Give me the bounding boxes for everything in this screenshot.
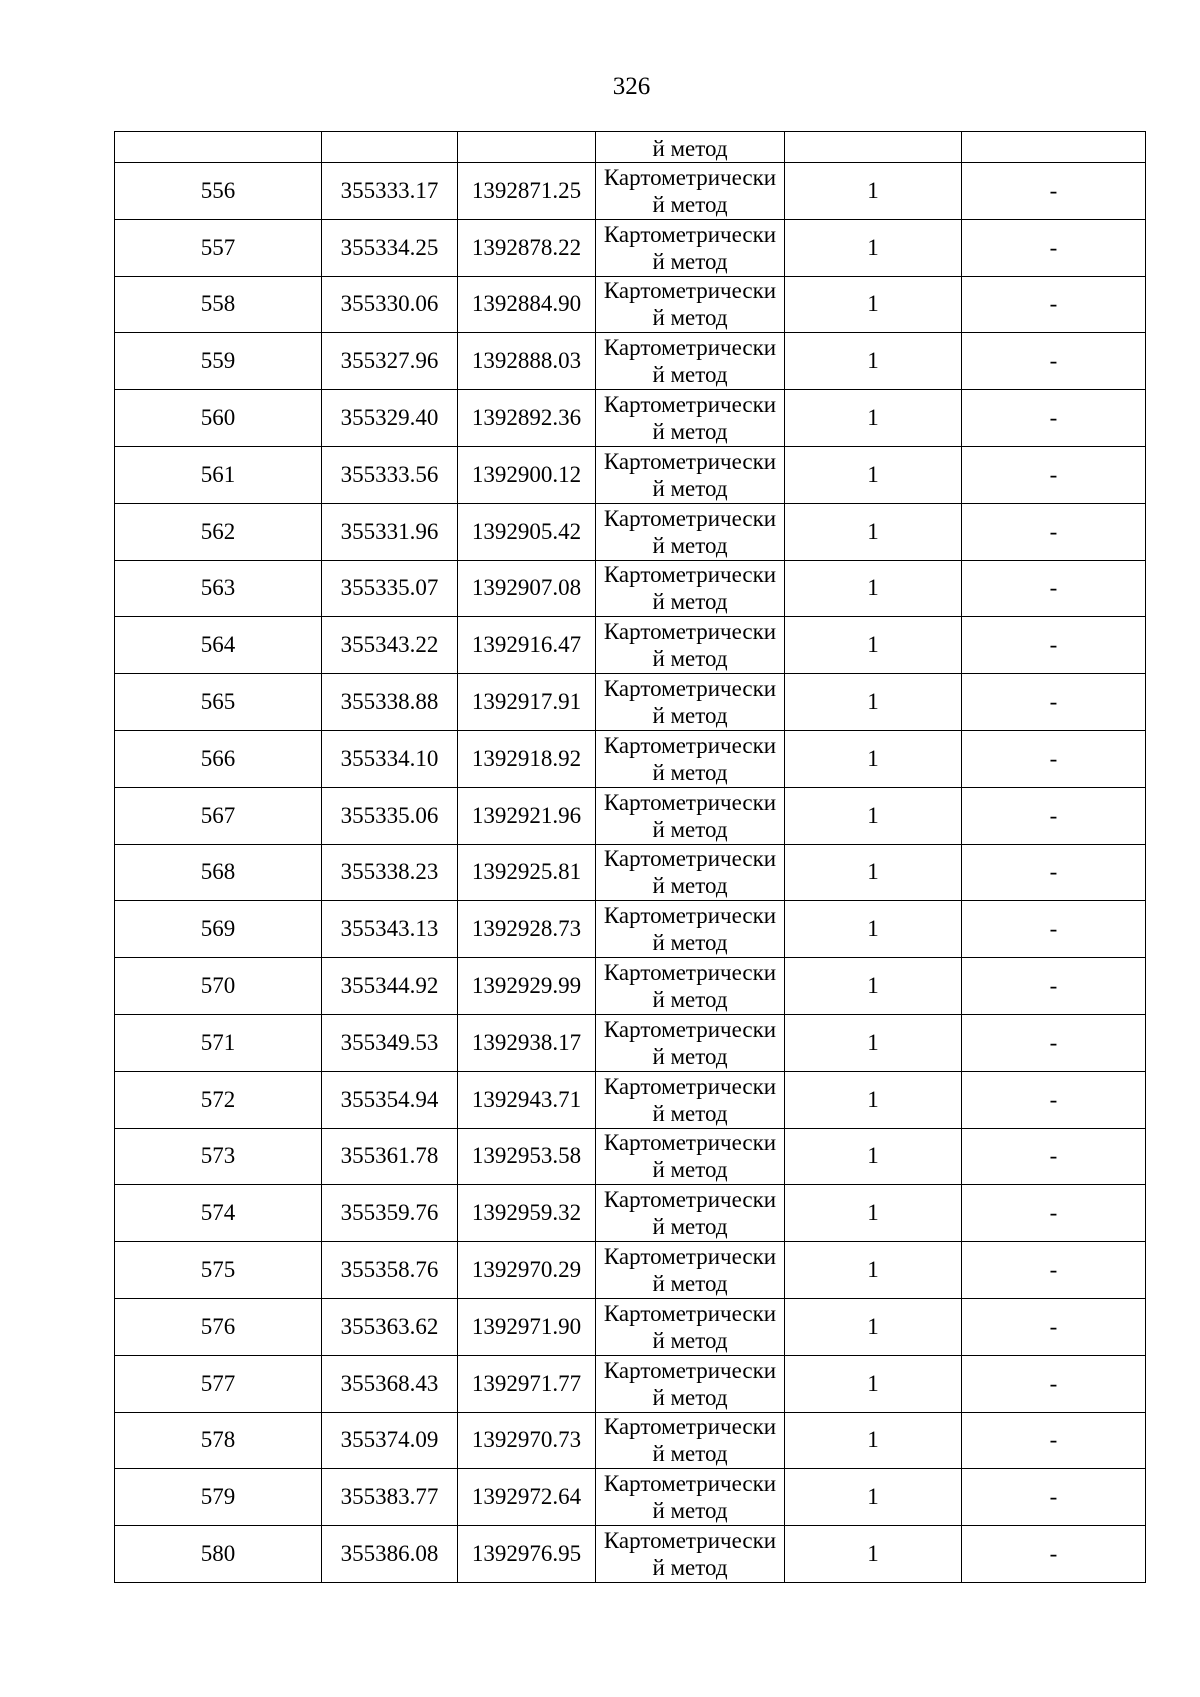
accuracy-cell: 1 bbox=[785, 1128, 962, 1185]
point-cell: 579 bbox=[115, 1469, 322, 1526]
accuracy-cell: 1 bbox=[785, 1355, 962, 1412]
method-line-1: Картометрически bbox=[603, 1357, 777, 1383]
y-cell: 1392970.73 bbox=[458, 1412, 596, 1469]
description-cell: - bbox=[962, 276, 1146, 333]
x-cell: 355359.76 bbox=[322, 1185, 458, 1242]
x-cell: 355327.96 bbox=[322, 333, 458, 390]
method-line-1: Картометрически bbox=[603, 1300, 777, 1326]
table-row bbox=[115, 787, 1146, 844]
y-cell: 1392892.36 bbox=[458, 390, 596, 447]
y-cell: 1392929.99 bbox=[458, 958, 596, 1015]
x-cell: 355334.10 bbox=[322, 730, 458, 787]
table-row bbox=[115, 844, 1146, 901]
accuracy-cell: 1 bbox=[785, 219, 962, 276]
method-cell bbox=[596, 1014, 785, 1071]
description-cell: - bbox=[962, 390, 1146, 447]
method-line-2: й метод bbox=[652, 1498, 728, 1524]
description-cell: - bbox=[962, 958, 1146, 1015]
y-cell: 1392938.17 bbox=[458, 1014, 596, 1071]
method-line-2: й метод bbox=[652, 1214, 728, 1240]
point-cell: 571 bbox=[115, 1014, 322, 1071]
y-cell: 1392976.95 bbox=[458, 1526, 596, 1583]
description-cell: - bbox=[962, 1185, 1146, 1242]
description-cell: - bbox=[962, 1469, 1146, 1526]
point-cell: 561 bbox=[115, 446, 322, 503]
x-cell: 355338.88 bbox=[322, 674, 458, 731]
method-cell bbox=[596, 446, 785, 503]
method-cell bbox=[596, 163, 785, 220]
description-cell: - bbox=[962, 674, 1146, 731]
description-cell: - bbox=[962, 1071, 1146, 1128]
y-cell: 1392878.22 bbox=[458, 219, 596, 276]
method-line-2: й метод bbox=[652, 1441, 728, 1467]
x-cell: 355383.77 bbox=[322, 1469, 458, 1526]
method-line-1: Картометрически bbox=[603, 960, 777, 986]
table-row bbox=[115, 1242, 1146, 1299]
table-row bbox=[115, 1469, 1146, 1526]
y-cell: 1392971.90 bbox=[458, 1298, 596, 1355]
method-line-1: Картометрически bbox=[603, 392, 777, 418]
method-line-2: й метод bbox=[652, 362, 728, 388]
accuracy-cell: 1 bbox=[785, 844, 962, 901]
method-line-1: Картометрически bbox=[603, 221, 777, 247]
point-cell: 565 bbox=[115, 674, 322, 731]
y-cell: 1392916.47 bbox=[458, 617, 596, 674]
method-line-2: й метод bbox=[652, 1043, 728, 1069]
accuracy-cell: 1 bbox=[785, 1526, 962, 1583]
method-cell bbox=[596, 844, 785, 901]
accuracy-cell: 1 bbox=[785, 560, 962, 617]
accuracy-cell: 1 bbox=[785, 1242, 962, 1299]
x-cell: 355335.07 bbox=[322, 560, 458, 617]
description-cell: - bbox=[962, 787, 1146, 844]
y-cell: 1392905.42 bbox=[458, 503, 596, 560]
x-cell: 355349.53 bbox=[322, 1014, 458, 1071]
point-cell: 574 bbox=[115, 1185, 322, 1242]
accuracy-cell: 1 bbox=[785, 1469, 962, 1526]
description-cell: - bbox=[962, 1412, 1146, 1469]
method-cell bbox=[596, 1071, 785, 1128]
table-row bbox=[115, 276, 1146, 333]
table-row bbox=[115, 1412, 1146, 1469]
method-line-1: Картометрически bbox=[603, 505, 777, 531]
method-line-1: Картометрически bbox=[603, 448, 777, 474]
table-row bbox=[115, 1071, 1146, 1128]
accuracy-cell: 1 bbox=[785, 901, 962, 958]
method-cell bbox=[596, 1526, 785, 1583]
coordinates-table bbox=[114, 131, 1146, 1583]
method-line-1: Картометрически bbox=[603, 1130, 777, 1156]
x-cell bbox=[322, 132, 458, 163]
point-cell: 562 bbox=[115, 503, 322, 560]
method-cell bbox=[596, 219, 785, 276]
point-cell: 568 bbox=[115, 844, 322, 901]
table-row bbox=[115, 901, 1146, 958]
method-cell bbox=[596, 901, 785, 958]
method-cell bbox=[596, 390, 785, 447]
point-cell: 580 bbox=[115, 1526, 322, 1583]
method-cell bbox=[596, 1298, 785, 1355]
point-cell: 563 bbox=[115, 560, 322, 617]
method-line-1: Картометрически bbox=[603, 278, 777, 304]
table-row bbox=[115, 730, 1146, 787]
method-line-1: Картометрически bbox=[603, 1073, 777, 1099]
method-line-2: й метод bbox=[652, 589, 728, 615]
y-cell: 1392917.91 bbox=[458, 674, 596, 731]
method-line-2: й метод bbox=[652, 987, 728, 1013]
method-line-2: й метод bbox=[652, 305, 728, 331]
x-cell: 355333.56 bbox=[322, 446, 458, 503]
method-cell bbox=[596, 1128, 785, 1185]
x-cell: 355343.13 bbox=[322, 901, 458, 958]
method-line-1: Картометрически bbox=[603, 1244, 777, 1270]
method-line-2: й метод bbox=[652, 1100, 728, 1126]
table-row bbox=[115, 1526, 1146, 1583]
point-cell: 558 bbox=[115, 276, 322, 333]
point-cell: 578 bbox=[115, 1412, 322, 1469]
point-cell: 560 bbox=[115, 390, 322, 447]
method-line-1: Картометрически bbox=[603, 1016, 777, 1042]
method-line-1: Картометрически bbox=[603, 676, 777, 702]
method-cell bbox=[596, 1242, 785, 1299]
x-cell: 355386.08 bbox=[322, 1526, 458, 1583]
method-line-2: й метод bbox=[652, 136, 728, 161]
method-cell bbox=[596, 276, 785, 333]
method-line-2: й метод bbox=[652, 816, 728, 842]
point-cell: 577 bbox=[115, 1355, 322, 1412]
method-line-2: й метод bbox=[652, 475, 728, 501]
method-cell bbox=[596, 1469, 785, 1526]
description-cell: - bbox=[962, 844, 1146, 901]
method-line-1: Картометрически bbox=[603, 1471, 777, 1497]
method-line-1: Картометрически bbox=[603, 619, 777, 645]
method-line-1: Картометрически bbox=[603, 1528, 777, 1554]
method-line-2: й метод bbox=[652, 1384, 728, 1410]
method-line-1: Картометрически bbox=[603, 846, 777, 872]
y-cell: 1392921.96 bbox=[458, 787, 596, 844]
point-cell: 556 bbox=[115, 163, 322, 220]
page-number: 326 bbox=[612, 73, 651, 100]
description-cell: - bbox=[962, 503, 1146, 560]
table-row bbox=[115, 1014, 1146, 1071]
point-cell: 566 bbox=[115, 730, 322, 787]
method-cell bbox=[596, 1355, 785, 1412]
x-cell: 355343.22 bbox=[322, 617, 458, 674]
accuracy-cell: 1 bbox=[785, 787, 962, 844]
method-cell bbox=[596, 503, 785, 560]
method-cell bbox=[596, 730, 785, 787]
y-cell: 1392943.71 bbox=[458, 1071, 596, 1128]
description-cell: - bbox=[962, 901, 1146, 958]
accuracy-cell: 1 bbox=[785, 958, 962, 1015]
point-cell: 573 bbox=[115, 1128, 322, 1185]
method-cell bbox=[596, 674, 785, 731]
accuracy-cell: 1 bbox=[785, 503, 962, 560]
method-cell bbox=[596, 1412, 785, 1469]
point-cell: 557 bbox=[115, 219, 322, 276]
method-cell bbox=[596, 617, 785, 674]
y-cell: 1392928.73 bbox=[458, 901, 596, 958]
y-cell: 1392925.81 bbox=[458, 844, 596, 901]
accuracy-cell: 1 bbox=[785, 446, 962, 503]
y-cell: 1392970.29 bbox=[458, 1242, 596, 1299]
method-line-1: Картометрически bbox=[603, 164, 777, 190]
continuation-row bbox=[115, 132, 1146, 163]
y-cell: 1392888.03 bbox=[458, 333, 596, 390]
y-cell: 1392884.90 bbox=[458, 276, 596, 333]
description-cell: - bbox=[962, 1355, 1146, 1412]
accuracy-cell: 1 bbox=[785, 1298, 962, 1355]
x-cell: 355361.78 bbox=[322, 1128, 458, 1185]
accuracy-cell: 1 bbox=[785, 390, 962, 447]
table-row bbox=[115, 958, 1146, 1015]
point-cell: 564 bbox=[115, 617, 322, 674]
method-line-2: й метод bbox=[652, 248, 728, 274]
y-cell: 1392918.92 bbox=[458, 730, 596, 787]
point-cell: 567 bbox=[115, 787, 322, 844]
table-row bbox=[115, 1355, 1146, 1412]
table-row bbox=[115, 560, 1146, 617]
method-line-2: й метод bbox=[652, 930, 728, 956]
description-cell: - bbox=[962, 163, 1146, 220]
description-cell: - bbox=[962, 333, 1146, 390]
method-line-1: Картометрически bbox=[603, 562, 777, 588]
method-cell bbox=[596, 1185, 785, 1242]
table-row bbox=[115, 503, 1146, 560]
method-line-2: й метод bbox=[652, 873, 728, 899]
point-cell: 572 bbox=[115, 1071, 322, 1128]
table-row bbox=[115, 674, 1146, 731]
accuracy-cell: 1 bbox=[785, 276, 962, 333]
x-cell: 355331.96 bbox=[322, 503, 458, 560]
method-line-1: Картометрически bbox=[603, 1414, 777, 1440]
y-cell: 1392959.32 bbox=[458, 1185, 596, 1242]
description-cell: - bbox=[962, 730, 1146, 787]
table-row bbox=[115, 333, 1146, 390]
x-cell: 355363.62 bbox=[322, 1298, 458, 1355]
x-cell: 355329.40 bbox=[322, 390, 458, 447]
x-cell: 355354.94 bbox=[322, 1071, 458, 1128]
method-line-2: й метод bbox=[652, 191, 728, 217]
method-line-2: й метод bbox=[652, 1157, 728, 1183]
accuracy-cell: 1 bbox=[785, 163, 962, 220]
table-row bbox=[115, 163, 1146, 220]
x-cell: 355358.76 bbox=[322, 1242, 458, 1299]
accuracy-cell: 1 bbox=[785, 1412, 962, 1469]
accuracy-cell bbox=[785, 132, 962, 163]
point-cell: 569 bbox=[115, 901, 322, 958]
accuracy-cell: 1 bbox=[785, 1014, 962, 1071]
method-line-2: й метод bbox=[652, 1271, 728, 1297]
y-cell: 1392972.64 bbox=[458, 1469, 596, 1526]
method-cell bbox=[596, 958, 785, 1015]
method-line-1: Картометрически bbox=[603, 1187, 777, 1213]
method-line-2: й метод bbox=[652, 759, 728, 785]
point-cell: 576 bbox=[115, 1298, 322, 1355]
table-row bbox=[115, 446, 1146, 503]
table-row bbox=[115, 617, 1146, 674]
description-cell: - bbox=[962, 446, 1146, 503]
accuracy-cell: 1 bbox=[785, 1185, 962, 1242]
method-line-2: й метод bbox=[652, 703, 728, 729]
accuracy-cell: 1 bbox=[785, 617, 962, 674]
point-cell: 575 bbox=[115, 1242, 322, 1299]
table-row bbox=[115, 1185, 1146, 1242]
method-cell bbox=[596, 333, 785, 390]
accuracy-cell: 1 bbox=[785, 730, 962, 787]
table-row bbox=[115, 1128, 1146, 1185]
coordinates-table-body bbox=[115, 132, 1146, 1583]
point-cell: 570 bbox=[115, 958, 322, 1015]
table-row bbox=[115, 219, 1146, 276]
x-cell: 355344.92 bbox=[322, 958, 458, 1015]
y-cell bbox=[458, 132, 596, 163]
x-cell: 355374.09 bbox=[322, 1412, 458, 1469]
method-line-2: й метод bbox=[652, 419, 728, 445]
description-cell: - bbox=[962, 1128, 1146, 1185]
method-line-1: Картометрически bbox=[603, 732, 777, 758]
method-line-2: й метод bbox=[652, 646, 728, 672]
x-cell: 355368.43 bbox=[322, 1355, 458, 1412]
accuracy-cell: 1 bbox=[785, 333, 962, 390]
description-cell: - bbox=[962, 1298, 1146, 1355]
description-cell: - bbox=[962, 1014, 1146, 1071]
method-line-2: й метод bbox=[652, 532, 728, 558]
method-line-2: й метод bbox=[652, 1555, 728, 1581]
method-cell bbox=[596, 560, 785, 617]
y-cell: 1392871.25 bbox=[458, 163, 596, 220]
description-cell: - bbox=[962, 617, 1146, 674]
method-line-2: й метод bbox=[652, 1327, 728, 1353]
method-line-1: Картометрически bbox=[603, 903, 777, 929]
description-cell bbox=[962, 132, 1146, 163]
table-row bbox=[115, 1298, 1146, 1355]
description-cell: - bbox=[962, 560, 1146, 617]
x-cell: 355333.17 bbox=[322, 163, 458, 220]
description-cell: - bbox=[962, 1242, 1146, 1299]
y-cell: 1392907.08 bbox=[458, 560, 596, 617]
method-cell bbox=[596, 787, 785, 844]
x-cell: 355334.25 bbox=[322, 219, 458, 276]
x-cell: 355335.06 bbox=[322, 787, 458, 844]
description-cell: - bbox=[962, 219, 1146, 276]
accuracy-cell: 1 bbox=[785, 674, 962, 731]
y-cell: 1392953.58 bbox=[458, 1128, 596, 1185]
y-cell: 1392900.12 bbox=[458, 446, 596, 503]
method-cell bbox=[596, 132, 785, 163]
method-line-1: Картометрически bbox=[603, 789, 777, 815]
x-cell: 355338.23 bbox=[322, 844, 458, 901]
description-cell: - bbox=[962, 1526, 1146, 1583]
accuracy-cell: 1 bbox=[785, 1071, 962, 1128]
point-cell bbox=[115, 132, 322, 163]
method-line-1: Картометрически bbox=[603, 335, 777, 361]
y-cell: 1392971.77 bbox=[458, 1355, 596, 1412]
point-cell: 559 bbox=[115, 333, 322, 390]
table-row bbox=[115, 390, 1146, 447]
x-cell: 355330.06 bbox=[322, 276, 458, 333]
